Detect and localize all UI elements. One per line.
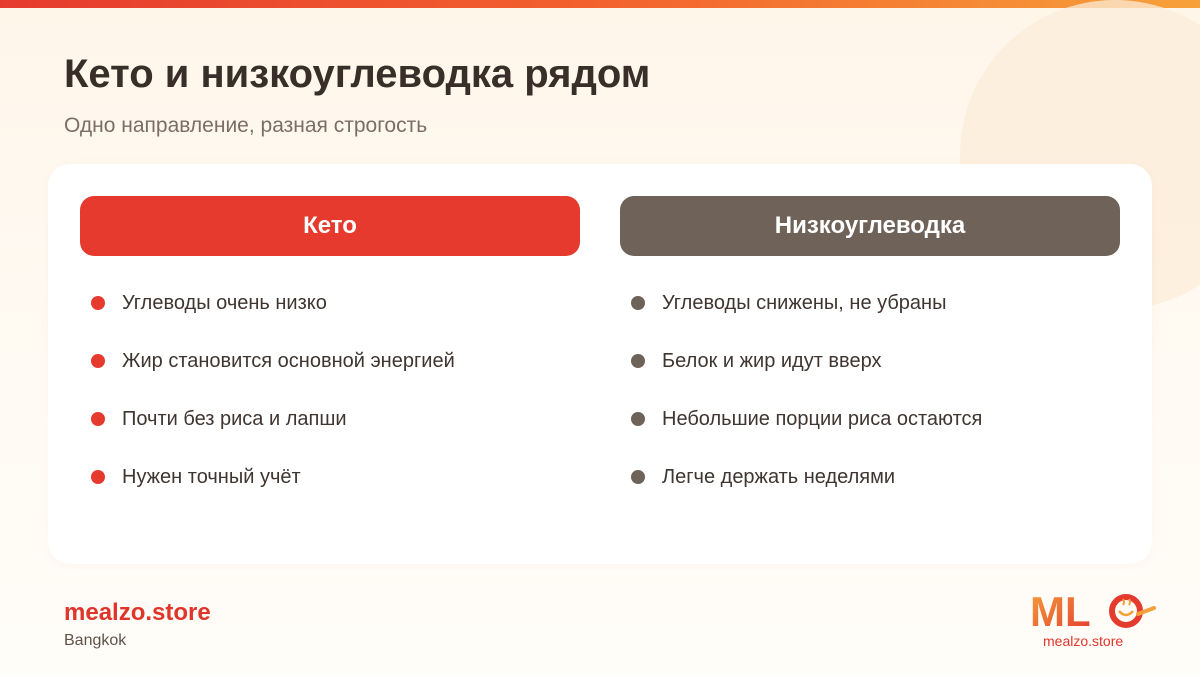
list-item [80, 274, 580, 332]
keto-list [80, 274, 580, 506]
list-item [620, 448, 1120, 506]
bullet-dot [91, 296, 105, 310]
list-item-text: Углеводы очень низко [122, 291, 327, 314]
list-item-text: Нужен точный учёт [122, 465, 301, 488]
top-accent-bar [0, 0, 1200, 8]
keto-column [80, 196, 580, 506]
bullet-dot [91, 470, 105, 484]
logo-caption: mealzo.store [1043, 633, 1124, 649]
list-item-text: Углеводы снижены, не убраны [662, 291, 947, 314]
brand-city: Bangkok [64, 632, 127, 649]
list-item [620, 332, 1120, 390]
list-item [620, 274, 1120, 332]
list-item-text: Белок и жир идут вверх [662, 349, 882, 372]
slide-title: Кето и низкоуглеводка рядом [64, 52, 651, 96]
list-item-text: Почти без риса и лапши [122, 407, 347, 430]
brand-name: mealzo.store [64, 599, 211, 626]
list-item [620, 390, 1120, 448]
footer-brand [64, 598, 211, 650]
low-carb-list [620, 274, 1120, 506]
logo-mark-icon [1030, 588, 1160, 652]
low-carb-header: Низкоуглеводка [620, 196, 1120, 256]
comparison-card [48, 164, 1152, 564]
slide-subtitle: Одно направление, разная строгость [64, 114, 428, 137]
bullet-dot [631, 470, 645, 484]
bullet-dot [631, 412, 645, 426]
list-item-text: Небольшие порции риса остаются [662, 407, 983, 430]
list-item-text: Легче держать неделями [662, 465, 896, 488]
low-carb-column [620, 196, 1120, 506]
list-item [80, 390, 580, 448]
list-item [80, 448, 580, 506]
bullet-dot [631, 296, 645, 310]
bullet-dot [91, 354, 105, 368]
keto-header: Кето [80, 196, 580, 256]
bullet-dot [91, 412, 105, 426]
logo-letters: ML [1030, 588, 1091, 635]
bullet-dot [631, 354, 645, 368]
mealzo-logo [1030, 588, 1160, 652]
list-item [80, 332, 580, 390]
list-item-text: Жир становится основной энергией [122, 349, 455, 372]
